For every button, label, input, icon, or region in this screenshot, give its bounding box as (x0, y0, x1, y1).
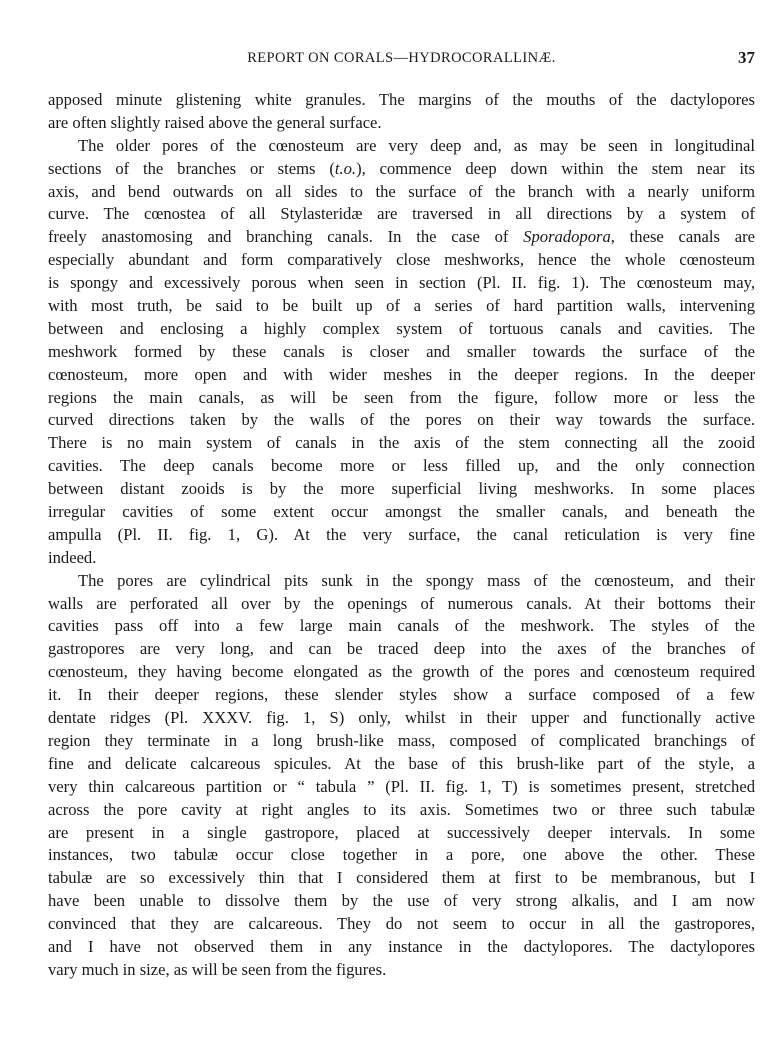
running-header (48, 50, 755, 74)
text-line: gastropores are very long, and can be traced deep into the axes of the branches of (48, 639, 755, 659)
text-line: freely anastomosing and branching canals. In the case of Sporadopora, these canals are (48, 227, 756, 247)
text-line: fine and delicate calcareous spicules. At the base of this brush-like part of the style, a (48, 753, 755, 773)
paragraph (48, 89, 755, 135)
text-line: are present in a single gastropore, placed at successively deeper intervals. In some (48, 822, 755, 842)
text-line: apposed minute glistening white granules. The margins of the mouths of the dactylopores (48, 90, 755, 109)
text-line: curve. The cœnostea of all Stylasteridæ are traversed in all directions by a system of (48, 204, 755, 224)
text-line: and I have not observed them in any instance in the dactylopores. The dactylopores (48, 936, 755, 956)
text-line: have been unable to dissolve them by the use of very strong alkalis, and I am now (48, 891, 755, 911)
text-line: instances, two tabulæ occur close together in a pore, one above the other. These (48, 845, 755, 865)
text-line: region they terminate in a long brush-like mass, composed of complicated branchings of (48, 730, 755, 750)
body-text (48, 89, 755, 982)
text-line: There is no main system of canals in the axis of the stem connecting all the zooid (48, 433, 755, 453)
text-line: especially abundant and form comparatively close meshworks, hence the whole cœnosteum (48, 250, 755, 270)
text-line: curved directions taken by the walls of the pores on their way towards the surface. (48, 410, 755, 430)
text-line: regions the main canals, as will be seen from the figure, follow more or less the (48, 387, 755, 407)
text-line: with most truth, be said to be built up of a series of hard partition walls, intervening (48, 296, 755, 316)
text-line: vary much in size, as will be seen from the figures. (48, 959, 387, 979)
running-title: REPORT ON CORALS—HYDROCORALLINÆ. (247, 50, 556, 66)
text-line: irregular cavities of some extent occur amongst the smaller canals, and beneath the (48, 502, 755, 522)
text-line: are often slightly raised above the general surface. (48, 112, 382, 132)
paragraph (48, 135, 755, 570)
text-line: it. In their deeper regions, these slender styles show a surface composed of a few (48, 685, 755, 705)
text-line: sections of the branches or stems (t.o.), commence deep down within the stem near its (48, 158, 756, 178)
text-line: convinced that they are calcareous. They do not seem to occur in all the gastropores, (48, 914, 755, 934)
text-line: between and enclosing a highly complex system of tortuous canals and cavities. The (48, 318, 755, 338)
text-line: across the pore cavity at right angles to its axis. Sometimes two or three such tabulæ (48, 799, 755, 819)
text-line: walls are perforated all over by the openings of numerous canals. At their bottoms their (48, 593, 755, 613)
text-line: axis, and bend outwards on all sides to the surface of the branch with a nearly uniform (48, 181, 755, 201)
text-line: ampulla (Pl. II. fig. 1, G). At the very surface, the canal reticulation is very fine (48, 524, 755, 544)
text-line: indeed. (48, 547, 97, 567)
paragraph (48, 570, 755, 982)
text-line: The older pores of the cœnosteum are very deep and, as may be seen in longitudinal (78, 135, 755, 155)
text-line: meshwork formed by these canals is closer and smaller towards the surface of the (48, 341, 755, 361)
text-line: cavities. The deep canals become more or less filled up, and the only connection (48, 456, 755, 476)
text-line: is spongy and excessively porous when seen in section (Pl. II. fig. 1). The cœnosteum may, (48, 273, 755, 293)
text-line: The pores are cylindrical pits sunk in the spongy mass of the cœnosteum, and their (78, 570, 755, 590)
text-line: cavities pass off into a few large main canals of the meshwork. The styles of the (48, 616, 755, 636)
text-line: cœnosteum, more open and with wider meshes in the deeper regions. In the deeper (48, 364, 755, 384)
text-line: dentate ridges (Pl. XXXV. fig. 1, S) only, whilst in their upper and functionally active (48, 708, 755, 728)
text-line: tabulæ are so excessively thin that I considered them at first to be membranous, but I (48, 868, 755, 888)
text-line: cœnosteum, they having become elongated as the growth of the pores and cœnosteum required (48, 662, 755, 682)
text-line: very thin calcareous partition or “ tabula ” (Pl. II. fig. 1, T) is sometimes present, stretched (48, 776, 755, 796)
page-number: 37 (738, 48, 755, 67)
text-line: between distant zooids is by the more superficial living meshworks. In some places (48, 479, 755, 499)
